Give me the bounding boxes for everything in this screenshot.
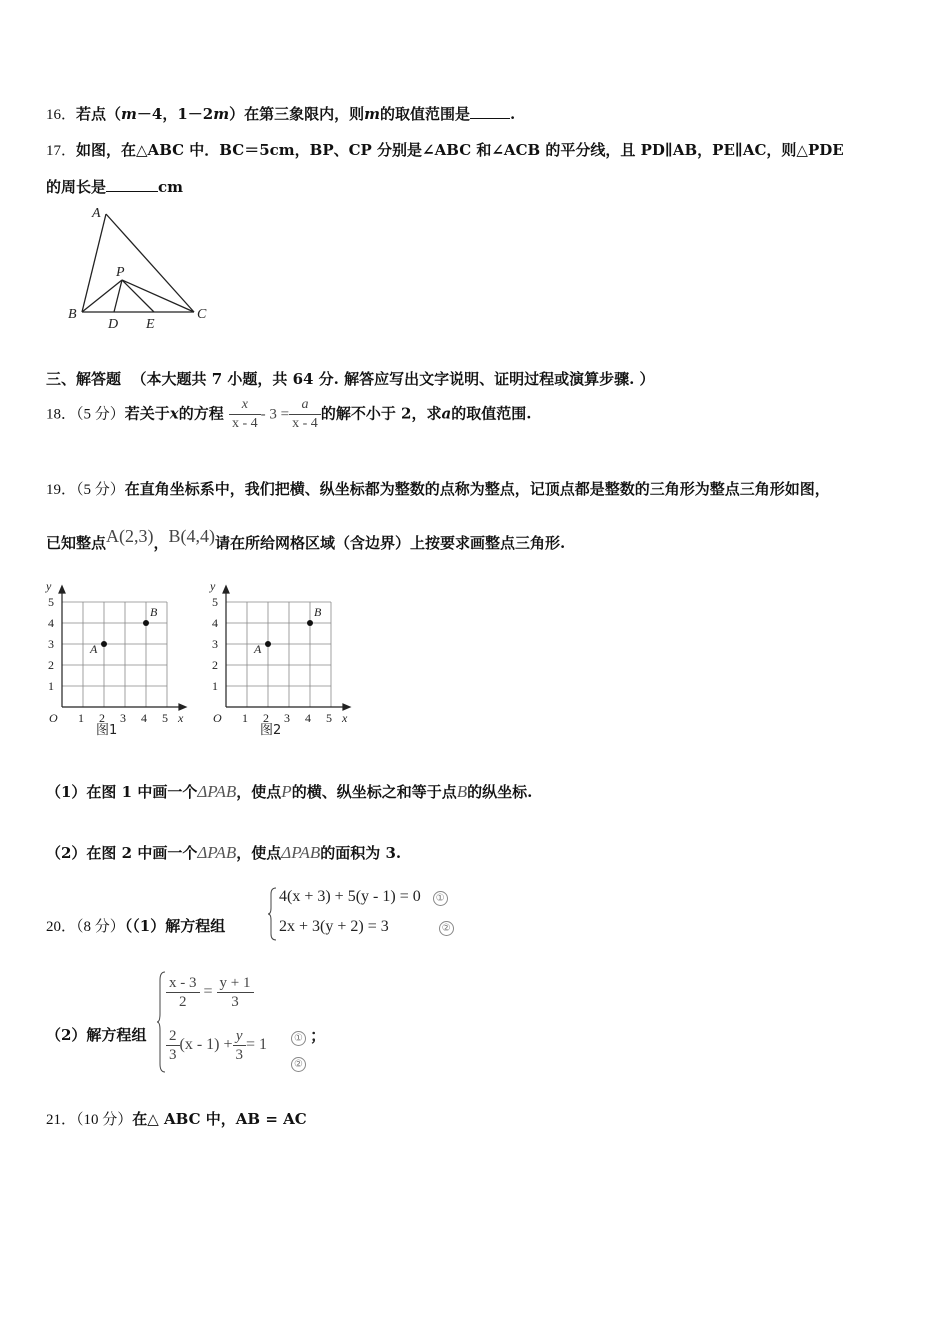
question-19: 19．（5 分）在直角坐标系中，我们把横、纵坐标都为整数的点称为整点，记顶点都是整数的三角形为整点三角形如图， xyxy=(46,480,830,498)
question-number: 18． xyxy=(46,406,77,423)
svg-text:5: 5 xyxy=(162,711,168,725)
x-axis-label: x xyxy=(342,711,348,725)
figure-2-caption: 图2 xyxy=(260,723,282,738)
label-B: B xyxy=(150,605,158,619)
point-B-dot xyxy=(143,620,149,626)
label-A: A xyxy=(92,206,101,221)
answer-blank[interactable] xyxy=(470,104,510,119)
svg-text:5: 5 xyxy=(326,711,332,725)
question-19-part-2: （2）在图 2 中画一个ΔPAB，使点ΔPAB的面积为 3. xyxy=(46,843,402,862)
system-2-equation-2: $\frac{2}{3}$ (x - 1) + $\frac{y}{3}$ = 1 xyxy=(166,1027,267,1064)
svg-text:1: 1 xyxy=(242,711,248,725)
svg-text:4: 4 xyxy=(141,711,147,725)
question-20: 20．（8 分）（（1）解方程组 xyxy=(46,917,226,935)
label-E: E xyxy=(146,317,155,332)
point-B: B(4,4) xyxy=(168,526,216,546)
question-19-line2: 已知整点A(2,3)，B(4,4)请在所给网格区域（含边界）上按要求画整点三角形. xyxy=(46,526,566,552)
svg-text:2: 2 xyxy=(212,658,218,672)
question-number: 20． xyxy=(46,919,77,935)
svg-text:2: 2 xyxy=(48,658,54,672)
fraction-a-over-x-minus-4: $\frac{a}{x - 4}$ xyxy=(289,396,321,433)
question-19-part-1: （1）在图 1 中画一个ΔPAB，使点P的横、纵坐标之和等于点B的纵坐标. xyxy=(46,782,533,801)
svg-text:1: 1 xyxy=(78,711,84,725)
x-axis-label: x xyxy=(178,711,184,725)
side-AB xyxy=(82,214,106,312)
y-axis-label: y xyxy=(210,579,216,593)
label-B: B xyxy=(314,605,322,619)
question-17: 17．如图，在△ABC 中．BC＝5cm，BP、CP 分别是∠ABC 和∠ACB 的平分线，且 PD∥AB，PE∥AC，则△PDE xyxy=(46,141,844,159)
svg-text:5: 5 xyxy=(212,595,218,609)
section-heading: 三、解答题 （本大题共 7 小题，共 64 分. 解答应写出文字说明、证明过程或演算步骤. ） xyxy=(46,370,655,388)
svg-text:1: 1 xyxy=(212,679,218,693)
label-B: B xyxy=(68,307,77,322)
svg-text:5: 5 xyxy=(48,595,54,609)
svg-text:2: 2 xyxy=(263,711,269,725)
question-number: 21． xyxy=(46,1112,77,1128)
system-2-marker-2: ② xyxy=(291,1054,306,1072)
question-18: 18．（5 分）若关于x的方程 $\frac{x}{x - 4}$ - 3 = $\frac{a}{x - 4}$ 的解不小于 2，求a的取值范围. xyxy=(46,397,532,431)
point-A-dot xyxy=(265,641,271,647)
y-axis-arrow xyxy=(59,586,65,593)
question-17-line2: 的周长是 cm xyxy=(46,178,184,196)
system-2-markers: ① ； xyxy=(291,1023,326,1046)
grid-figure-2 xyxy=(204,576,364,738)
label-P: P xyxy=(116,265,125,280)
question-21: 21．（10 分）在△ ABC 中，AB = AC xyxy=(46,1110,307,1128)
svg-text:4: 4 xyxy=(305,711,311,725)
system-2-equation-1: $\frac{x - 3}{2}$ = $\frac{y + 1}{3}$ xyxy=(166,974,254,1011)
svg-text:4: 4 xyxy=(48,616,54,630)
svg-text:3: 3 xyxy=(48,637,54,651)
fraction-x-over-x-minus-4: $\frac{x}{x - 4}$ xyxy=(229,396,261,433)
label-A: A xyxy=(254,642,262,656)
label-A: A xyxy=(90,642,98,656)
label-D: D xyxy=(108,317,119,332)
figure-1-caption: 图1 xyxy=(96,723,118,738)
triangle-figure xyxy=(64,202,224,332)
system-1-equation-1: 4(x + 3) + 5(y - 1) = 0 ① xyxy=(279,888,448,906)
question-16: 16．若点（m－4，1－2m）在第三象限内，则m的取值范围是 . xyxy=(46,105,516,123)
svg-text:3: 3 xyxy=(284,711,290,725)
system-1-equation-2: 2x + 3(y + 2) = 3 ② xyxy=(279,918,454,936)
origin-label: O xyxy=(213,711,222,725)
question-number: 16． xyxy=(46,107,77,123)
svg-text:3: 3 xyxy=(212,637,218,651)
svg-text:4: 4 xyxy=(212,616,218,630)
question-number: 17． xyxy=(46,143,77,159)
point-A: A(2,3) xyxy=(106,526,154,546)
question-number: 19． xyxy=(46,482,77,498)
segment-CP xyxy=(122,280,194,312)
x-axis-arrow xyxy=(179,704,186,710)
answer-blank[interactable] xyxy=(106,177,158,192)
svg-text:1: 1 xyxy=(48,679,54,693)
question-20-part-2: （2）解方程组 xyxy=(46,1026,147,1044)
origin-label: O xyxy=(49,711,58,725)
side-AC xyxy=(106,214,194,312)
x-axis-arrow xyxy=(343,704,350,710)
grid-figure-1 xyxy=(40,576,200,738)
svg-text:2: 2 xyxy=(99,711,105,725)
point-A-dot xyxy=(101,641,107,647)
y-axis-arrow xyxy=(223,586,229,593)
svg-text:3: 3 xyxy=(120,711,126,725)
segment-PE xyxy=(122,280,154,312)
point-B-dot xyxy=(307,620,313,626)
label-C: C xyxy=(197,307,207,322)
y-axis-label: y xyxy=(46,579,52,593)
brace-system-1 xyxy=(268,886,278,942)
